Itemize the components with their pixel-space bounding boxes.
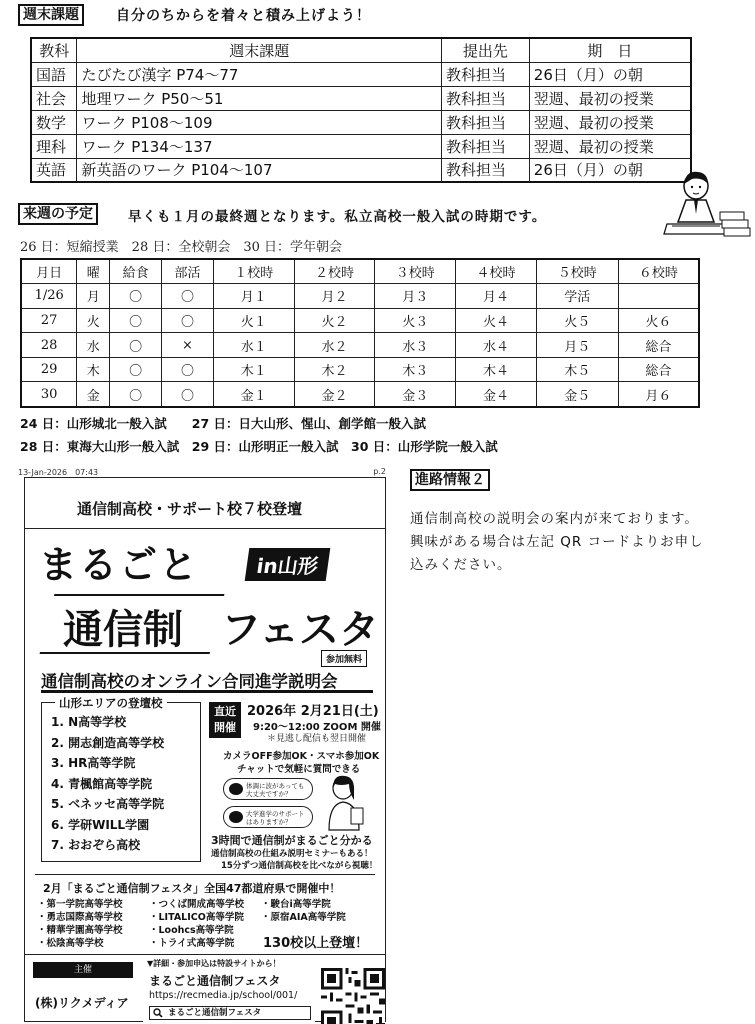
schools-list <box>51 712 164 856</box>
table-cell: 月２ <box>294 284 375 309</box>
table-cell: 木３ <box>375 357 456 382</box>
table-cell: 金５ <box>536 382 618 407</box>
table-cell: 火 <box>77 308 110 333</box>
table-cell: 木５ <box>536 357 618 382</box>
list-item: 2. 開志創造高等学校 <box>51 735 165 750</box>
list-item: ・つくば開成高等学校 <box>149 899 245 910</box>
table-cell: × <box>162 333 214 358</box>
header-lunch: 給食 <box>110 259 162 284</box>
table-cell: 〇 <box>110 382 162 407</box>
next-event-badge: 直近 開催 <box>209 702 241 738</box>
weekend-homework-label: 週末課題 <box>18 4 84 26</box>
student-studying-illustration <box>662 164 752 248</box>
sponsor-label: 主催 <box>33 962 133 978</box>
subject-cell: 社会 <box>31 86 77 110</box>
search-box[interactable] <box>149 1006 311 1020</box>
next-week-schedule-label: 来週の予定 <box>18 203 98 225</box>
table-cell: 〇 <box>110 333 162 358</box>
header-period-2: ２校時 <box>294 259 375 284</box>
table-cell: 水４ <box>456 333 537 358</box>
table-cell: 木４ <box>456 357 537 382</box>
seminar-text: 通信制高校の仕組み説明セミナーもある！ <box>211 849 373 859</box>
footer-divider <box>25 954 385 955</box>
table-cell: 総合 <box>618 333 699 358</box>
table-cell: 木１ <box>213 357 294 382</box>
search-label: まるごと通信制フェスタ <box>168 1008 262 1018</box>
header-period-5: ５校時 <box>536 259 618 284</box>
table-cell: 金４ <box>456 382 537 407</box>
table-cell: 火６ <box>618 308 699 333</box>
schedule-note: 26 日：短縮授業 28 日：全校朝会 30 日：学年朝会 <box>20 240 343 255</box>
table-cell: 火３ <box>375 308 456 333</box>
table-cell: 金２ <box>294 382 375 407</box>
task-cell: ワーク P108～109 <box>77 110 442 134</box>
over-130-text: 130校以上登壇！ <box>263 936 369 951</box>
table-header-row <box>31 38 691 62</box>
table-cell <box>618 284 699 309</box>
due-cell: 翌週、最初の授業 <box>529 110 691 134</box>
header-period-4: ４校時 <box>456 259 537 284</box>
national-fair-text: 2月「まるごと通信制フェスタ」全国47都道府県で開催中！ <box>43 882 341 895</box>
list-item: ・勇志国際高等学校 <box>37 912 123 923</box>
list-item: ・精華学園高等学校 <box>37 925 123 936</box>
compare-text: 15分ずつ通信制高校を比べながら視聴！ <box>221 861 378 871</box>
list-item: ・トライ式高等学院 <box>149 938 235 949</box>
list-item: ・LITALICO高等学院 <box>149 912 244 923</box>
subject-cell: 数学 <box>31 110 77 134</box>
table-cell: 火５ <box>536 308 618 333</box>
header-subject: 教科 <box>31 38 77 62</box>
flyer-title-festa: フェスタ <box>221 607 379 653</box>
table-cell: 水２ <box>294 333 375 358</box>
subject-cell: 理科 <box>31 134 77 158</box>
header-date: 月日 <box>21 259 77 284</box>
weekly-timetable <box>20 258 700 408</box>
task-cell: 地理ワーク P50～51 <box>77 86 442 110</box>
table-cell: 総合 <box>618 357 699 382</box>
table-cell: 27 <box>21 308 77 333</box>
camera-note-2: チャットで気軽に質問できる <box>237 764 361 775</box>
flyer-frame <box>24 477 386 1022</box>
due-cell: 26日（月）の朝 <box>529 158 691 182</box>
table-cell: 金 <box>77 382 110 407</box>
header-task: 週末課題 <box>77 38 442 62</box>
list-item: 3. HR高等学院 <box>51 756 136 770</box>
search-icon <box>153 1008 163 1018</box>
submit-cell: 教科担当 <box>441 86 529 110</box>
table-cell: 〇 <box>110 308 162 333</box>
table-cell: 29 <box>21 357 77 382</box>
detail-text: ▼詳細・参加申込は特設サイトから！ <box>147 959 281 968</box>
header-period-6: ６校時 <box>618 259 699 284</box>
submit-cell: 教科担当 <box>441 62 529 86</box>
flyer-page-number: p.2 <box>373 467 386 476</box>
table-cell: 〇 <box>162 308 214 333</box>
schedule-message: 早くも１月の最終週となります。私立高校一般入試の時期です。 <box>128 209 547 225</box>
table-cell: 〇 <box>110 357 162 382</box>
submit-cell: 教科担当 <box>441 110 529 134</box>
question-bubble-2: 大学進学のサポートはありますか？ <box>223 806 313 828</box>
table-row <box>21 382 699 407</box>
list-item: 7. おおぞら高校 <box>51 838 141 852</box>
table-row <box>21 308 699 333</box>
header-weekday: 曜 <box>77 259 110 284</box>
table-row <box>31 86 691 110</box>
chat-icon <box>229 783 243 795</box>
homework-table <box>30 37 692 183</box>
due-cell: 翌週、最初の授業 <box>529 86 691 110</box>
table-cell: 月３ <box>375 284 456 309</box>
task-cell: ワーク P134～137 <box>77 134 442 158</box>
event-date: 2026年 2月21日(土) <box>247 704 379 719</box>
table-cell: 水１ <box>213 333 294 358</box>
national-schools-col-1 <box>37 898 123 950</box>
submit-cell: 教科担当 <box>441 158 529 182</box>
homework-motto: 自分のちからを着々と積み上げよう！ <box>116 8 371 24</box>
event-time: 9:20～12:00 ZOOM 開催 <box>253 722 381 733</box>
subtitle-underline <box>41 690 373 693</box>
exam-events-line-1: 24 日：山形城北一般入試 27 日：日大山形、惺山、創学館一般入試 <box>20 416 426 431</box>
table-row <box>31 110 691 134</box>
list-item: ・松陰高等学校 <box>37 938 104 949</box>
header-period-1: １校時 <box>213 259 294 284</box>
subject-cell: 国語 <box>31 62 77 86</box>
banner-divider <box>25 528 385 529</box>
career-info-text: 通信制高校の説明会の案内が来ております。興味がある場合は左記 QR コードよりお申し込みください。 <box>410 511 704 573</box>
table-cell: 月４ <box>456 284 537 309</box>
list-item: 6. 学研WILL学園 <box>51 817 150 832</box>
list-item: ・第一学院高等学校 <box>37 899 123 910</box>
task-cell: たびたび漢字 P74～77 <box>77 62 442 86</box>
site-name: まるごと通信制フェスタ <box>149 974 281 988</box>
table-cell: 28 <box>21 333 77 358</box>
qr-code[interactable] <box>321 968 385 1024</box>
list-item: 4. 青楓館高等学院 <box>51 776 153 791</box>
table-cell: 月１ <box>213 284 294 309</box>
flyer-top-banner: 通信制高校・サポート校７校登壇 <box>77 500 303 518</box>
table-cell: 学活 <box>536 284 618 309</box>
header-period-3: ３校時 <box>375 259 456 284</box>
list-item: ・Loohcs高等学院 <box>149 925 234 936</box>
sponsor-name: (株)リクメディア <box>35 996 129 1010</box>
table-cell: 1/26 <box>21 284 77 309</box>
table-row <box>31 134 691 158</box>
national-schools-col-2 <box>149 898 244 950</box>
free-badge: 参加無料 <box>321 650 367 667</box>
table-cell: 金１ <box>213 382 294 407</box>
header-due: 期 日 <box>529 38 691 62</box>
event-note: ＊見逃し配信も翌日開催 <box>267 734 367 744</box>
table-cell: 水 <box>77 333 110 358</box>
flyer-title-tsushinsei: 通信制 <box>63 607 183 653</box>
national-schools-col-3 <box>261 898 346 924</box>
camera-note-1: カメラOFF参加OK・スマホ参加OK <box>223 751 380 762</box>
correspondence-fair-flyer <box>18 465 392 1024</box>
due-cell: 26日（月）の朝 <box>529 62 691 86</box>
table-row <box>21 357 699 382</box>
due-cell: 翌週、最初の授業 <box>529 134 691 158</box>
exam-events-line-2: 28 日：東海大山形一般入試 29 日：山形明正一般入試 30 日：山形学院一般入試 <box>20 439 498 454</box>
table-cell: 〇 <box>162 357 214 382</box>
table-cell: 月 <box>77 284 110 309</box>
table-row <box>21 333 699 358</box>
list-item: ・原宿AIA高等学院 <box>261 912 346 923</box>
three-hours-text: 3時間で通信制がまるごと分かる <box>211 834 373 847</box>
question-bubble-1: 体調に波があっても大丈夫ですか？ <box>223 778 313 800</box>
site-url[interactable]: https://recmedia.jp/school/001/ <box>149 990 298 1001</box>
table-cell: 30 <box>21 382 77 407</box>
table-cell: 火２ <box>294 308 375 333</box>
subject-cell: 英語 <box>31 158 77 182</box>
table-cell: 月５ <box>536 333 618 358</box>
list-item: 1. N高等学校 <box>51 715 127 729</box>
header-submit-to: 提出先 <box>441 38 529 62</box>
chat-icon <box>229 811 243 823</box>
table-cell: 月６ <box>618 382 699 407</box>
table-cell: 木２ <box>294 357 375 382</box>
list-item: 5. ベネッセ高等学院 <box>51 797 165 811</box>
table-cell: 火１ <box>213 308 294 333</box>
flyer-subtitle: 通信制高校のオンライン合同進学説明会 <box>41 672 338 691</box>
flyer-title-marugoto: まるごと <box>39 543 200 587</box>
submit-cell: 教科担当 <box>441 134 529 158</box>
table-cell: 〇 <box>162 382 214 407</box>
table-cell: 水３ <box>375 333 456 358</box>
table-row <box>31 62 691 86</box>
career-info-label: 進路情報２ <box>410 469 490 491</box>
section-divider <box>35 874 375 875</box>
flyer-print-date: 13-Jan-2026 07:43 <box>18 468 99 477</box>
header-club: 部活 <box>162 259 214 284</box>
table-row <box>21 284 699 309</box>
table-cell: 木 <box>77 357 110 382</box>
table-cell: 〇 <box>110 284 162 309</box>
table-cell: 金３ <box>375 382 456 407</box>
table-row <box>31 158 691 182</box>
task-cell: 新英語のワーク P104～107 <box>77 158 442 182</box>
table-cell: 火４ <box>456 308 537 333</box>
table-header-row <box>21 259 699 284</box>
woman-illustration-icon <box>321 774 369 832</box>
area-label: 山形エリアの登壇校 <box>55 695 167 711</box>
in-yamagata-badge: in山形 <box>245 548 331 581</box>
table-cell: 〇 <box>162 284 214 309</box>
list-item: ・駿台i高等学院 <box>261 899 331 910</box>
